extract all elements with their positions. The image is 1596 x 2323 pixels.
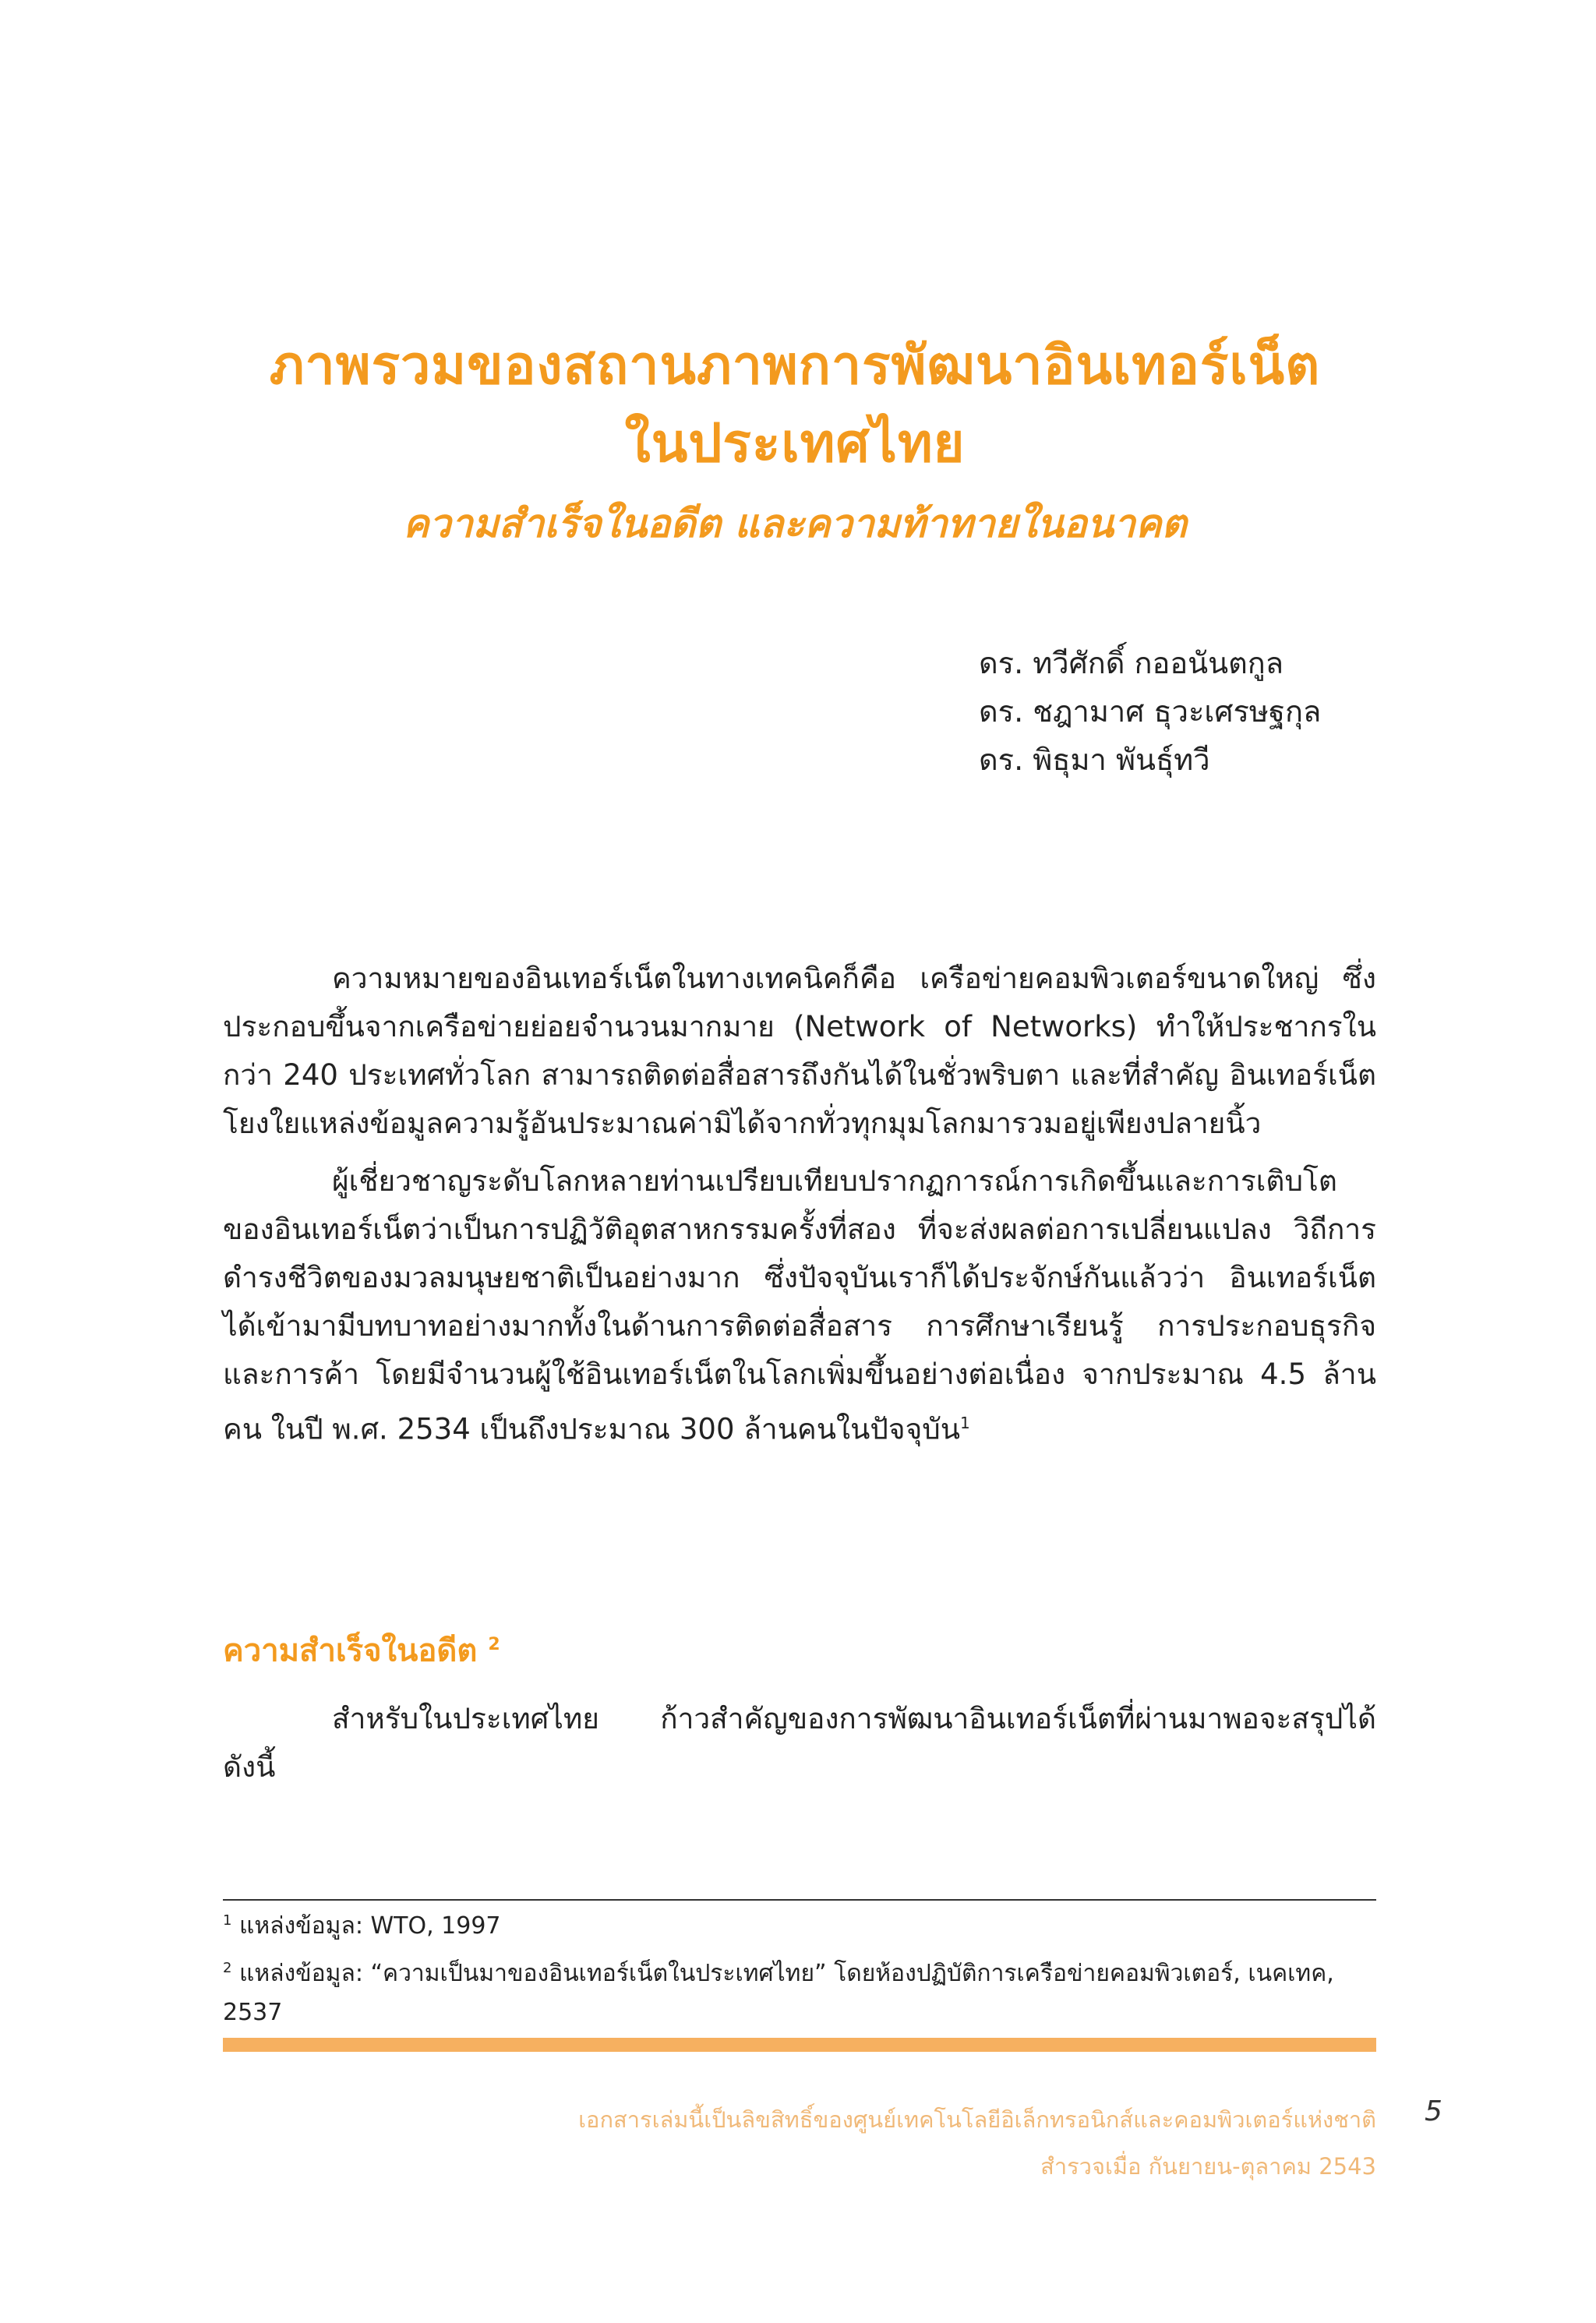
paragraph-text: ความหมายของอินเทอร์เน็ตในทางเทคนิคก็คือ เครือข่ายคอมพิวเตอร์ขนาดใหญ่ ซึ่งประกอบขึ้นจากเครือข่ายย่อยจำนวนมากมาย (Network of Networks) ทำให้ประชากรในกว่า 240 ประเทศทั่วโลก สามารถติดต่อสื่อสารถึงกันได้ในชั่วพริบตา และที่สำคัญ อินเทอร์เน็ตโยงใยแหล่งข้อมูลความรู้อันประมาณค่ามิได้จากทั่วทุกมุมโลกมารวมอยู่เพียงปลายนิ้ว (223, 962, 1376, 1140)
footnote-text: แหล่งข้อมูล: WTO, 1997 (239, 1912, 501, 1940)
title-block (156, 327, 1434, 556)
page-number: 5 (1425, 2095, 1442, 2127)
footnote-marker: 1 (960, 1414, 970, 1432)
copyright-notice: เอกสารเล่มนี้เป็นลิขสิทธิ์ของศูนย์เทคโนโลยีอิเล็กทรอนิกส์และคอมพิวเตอร์แห่งชาติ (578, 2106, 1376, 2133)
footnotes (223, 1901, 1376, 2035)
author-list (979, 639, 1446, 784)
author-name: ดร. ทวีศักดิ์ กออนันตกูล (979, 646, 1284, 680)
body-paragraph-2 (223, 1157, 1376, 1453)
page-footer (468, 2096, 1376, 2190)
body-text (223, 955, 1376, 1463)
page-title-line-1: ภาพรวมของสถานภาพการพัฒนาอินเทอร์เน็ต (269, 335, 1321, 397)
footnote-item (223, 1901, 1376, 1946)
footnote-number: 1 (223, 1912, 232, 1929)
footnote-item (223, 1949, 1376, 2032)
author-name: ดร. ชฎามาศ ธุวะเศรษฐกุล (979, 694, 1322, 729)
footer-accent-bar (223, 2038, 1376, 2052)
footnote-number: 2 (223, 1960, 232, 1976)
page-title-line-2: ในประเทศไทย (624, 413, 966, 475)
section-heading (223, 1621, 500, 1675)
footnote-divider (223, 1899, 1376, 1901)
survey-date: สำรวจเมื่อ กันยายน-ตุลาคม 2543 (1040, 2153, 1376, 2180)
section-body (223, 1695, 1376, 1801)
footnote-text: แหล่งข้อมูล: “ความเป็นมาของอินเทอร์เน็ตในประเทศไทย” โดยห้องปฏิบัติการเครือข่ายคอมพิวเตอร์, เนคเทค, 2537 (223, 1960, 1334, 2026)
paragraph-text: ผู้เชี่ยวชาญระดับโลกหลายท่านเปรียบเทียบปรากฏการณ์การเกิดขึ้นและการเติบโต ของอินเทอร์เน็ตว่าเป็นการปฏิวัติอุตสาหกรรมครั้งที่สอง ที่จะส่งผลต่อการเปลี่ยนแปลง วิถีการดำรงชีวิตของมวลมนุษยชาติเป็นอย่างมาก ซึ่งปัจจุบันเราก็ได้ประจักษ์กันแล้วว่า อินเทอร์เน็ต ได้เข้ามามีบทบาทอย่างมากทั้งในด้านการติดต่อสื่อสาร การศึกษาเรียนรู้ การประกอบธุรกิจและการค้า โดยมีจำนวนผู้ใช้อินเทอร์เน็ตในโลกเพิ่มขึ้นอย่างต่อเนื่อง จากประมาณ 4.5 ล้านคน ในปี พ.ศ. 2534 เป็นถึงประมาณ 300 ล้านคนในปัจจุบัน (223, 1164, 1376, 1446)
body-paragraph-1 (223, 955, 1376, 1148)
footnote-marker: 2 (488, 1635, 500, 1654)
section-heading-text: ความสำเร็จในอดีต (223, 1633, 478, 1669)
author-name: ดร. พิธุมา พันธุ์ทวี (979, 743, 1210, 777)
section-paragraph: สำหรับในประเทศไทย ก้าวสำคัญของการพัฒนาอินเทอร์เน็ตที่ผ่านมาพอจะสรุปได้ ดังนี้ (223, 1702, 1376, 1784)
page-subtitle: ความสำเร็จในอดีต และความท้าทายในอนาคต (403, 501, 1187, 546)
